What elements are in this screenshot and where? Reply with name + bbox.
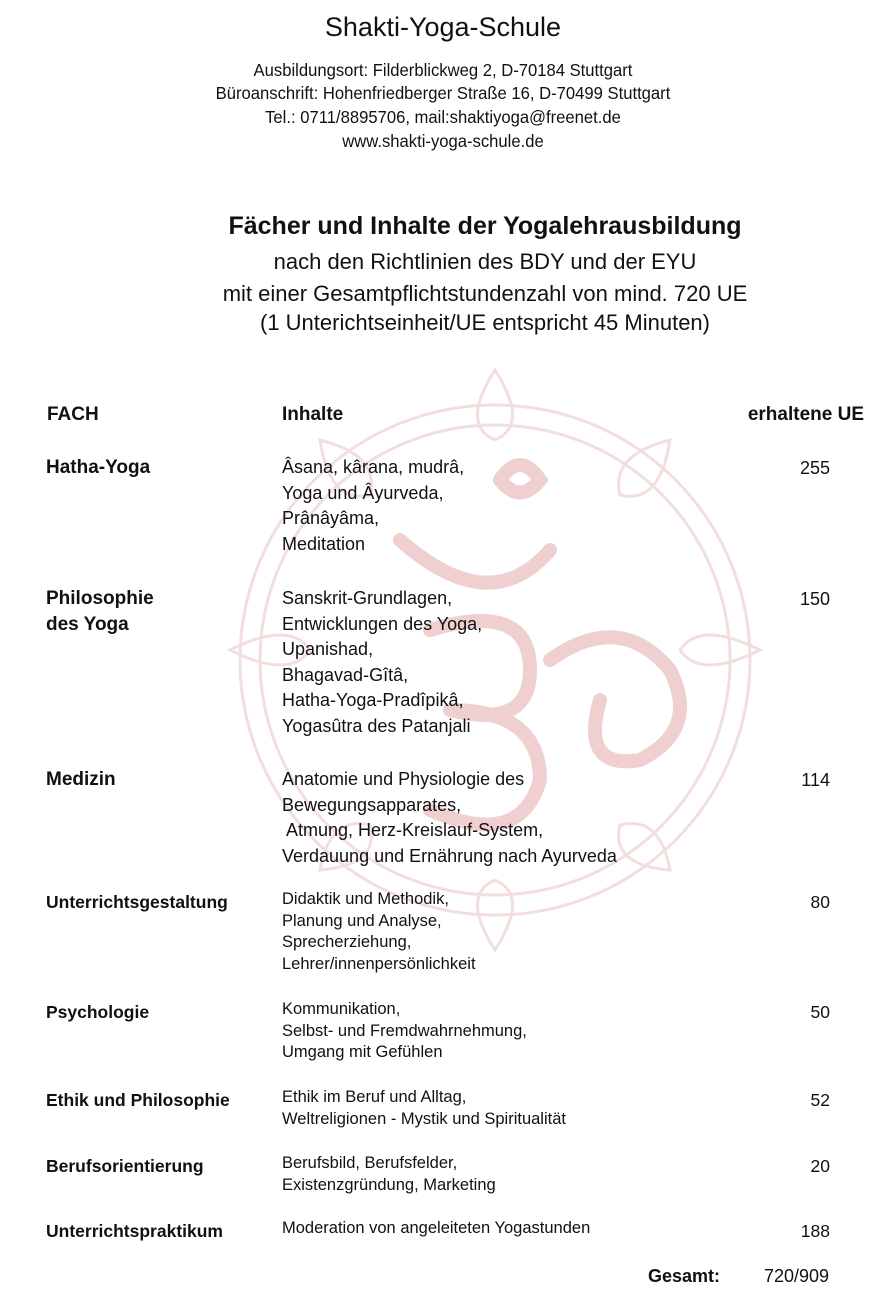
document-title: Fächer und Inhalte der Yogalehrausbildung xyxy=(228,212,742,240)
total-label: Gesamt: xyxy=(648,1266,721,1286)
subject-name: Ethik und Philosophie xyxy=(46,1090,230,1110)
subject-contents xyxy=(282,1218,782,1240)
content-line: Weltreligionen - Mystik und Spiritualität xyxy=(282,1109,566,1128)
subject-name: Berufsorientierung xyxy=(46,1156,204,1176)
content-line: Lehrer/innenpersönlichkeit xyxy=(282,954,476,973)
training-address: Ausbildungsort: Filderblickweg 2, D-70184 Stuttgart xyxy=(253,60,633,80)
subtitle-line: nach den Richtlinien des BDY und der EYU xyxy=(273,249,697,274)
subject-name: Psychologie xyxy=(46,1002,150,1022)
content-line: Planung und Analyse, xyxy=(282,911,442,930)
content-line: Didaktik und Methodik, xyxy=(282,890,449,908)
content-line: Prânâyâma, xyxy=(282,508,380,528)
content-line: Umgang mit Gefühlen xyxy=(282,1043,443,1061)
content-line: Yogasûtra des Patanjali xyxy=(282,715,471,736)
content-line: Existenzgründung, Marketing xyxy=(282,1175,496,1194)
contact-phone-mail: Tel.: 0711/8895706, mail:shaktiyoga@freenet.de xyxy=(265,107,621,127)
subject-ue-count: 50 xyxy=(810,1002,830,1022)
content-line: Bhagavad-Gîtâ, xyxy=(282,664,409,685)
subject-name: Medizin xyxy=(46,769,116,790)
subject-ue-count: 188 xyxy=(800,1221,830,1241)
subject-name: Philosophie des Yoga xyxy=(46,588,154,635)
subject-ue-count: 150 xyxy=(799,589,830,609)
subject-ue-count: 20 xyxy=(810,1156,830,1176)
subject-contents xyxy=(282,586,782,739)
content-line: Moderation von angeleiteten Yogastunden xyxy=(282,1219,591,1237)
school-name: Shakti-Yoga-Schule xyxy=(324,12,562,42)
subject-ue-count: 255 xyxy=(799,458,830,478)
content-line: Hatha-Yoga-Pradîpikâ, xyxy=(282,690,464,710)
website-url: www.shakti-yoga-schule.de xyxy=(342,131,544,151)
subject-contents xyxy=(282,1087,782,1130)
subtitle-line: mit einer Gesamtpflichtstundenzahl von mind. 720 UE xyxy=(222,281,748,306)
content-line: Verdauung und Ernährung nach Ayurveda xyxy=(282,845,617,866)
content-line: Bewegungsapparates, xyxy=(282,794,462,815)
total-value: 720/909 xyxy=(764,1266,830,1286)
content-line: Selbst- und Fremdwahrnehmung, xyxy=(282,1021,527,1040)
subject-ue-count: 114 xyxy=(801,770,830,790)
column-header-fach: FACH xyxy=(47,404,99,425)
content-line: Entwicklungen des Yoga, xyxy=(282,613,483,634)
content-line: Kommunikation, xyxy=(282,1000,401,1018)
content-line: Âsana, kârana, mudrâ, xyxy=(282,457,465,477)
content-line: Ethik im Beruf und Alltag, xyxy=(282,1088,467,1106)
content-line: Anatomie und Physiologie des xyxy=(282,769,525,789)
content-line: Sanskrit-Grundlagen, xyxy=(282,588,453,608)
subject-contents xyxy=(282,767,782,869)
content-line: Meditation xyxy=(282,533,366,554)
content-line: Yoga und Âyurveda, xyxy=(282,482,444,503)
subject-contents xyxy=(282,455,782,557)
subject-contents xyxy=(282,1153,782,1196)
content-line: Atmung, Herz-Kreislauf-System, xyxy=(282,820,544,840)
subject-name: Unterrichtspraktikum xyxy=(46,1221,223,1241)
subject-ue-count: 80 xyxy=(810,892,830,912)
office-address: Büroanschrift: Hohenfriedberger Straße 16, D-70499 Stuttgart xyxy=(215,83,671,103)
subject-name: Unterrichtsgestaltung xyxy=(46,892,228,912)
content-line: Upanishad, xyxy=(282,639,374,659)
subject-contents xyxy=(282,889,782,975)
subject-ue-count: 52 xyxy=(810,1090,830,1110)
content-line: Sprecherziehung, xyxy=(282,933,412,951)
content-line: Berufsbild, Berufsfelder, xyxy=(282,1154,458,1172)
subtitle-line: (1 Unterichtseinheit/UE entspricht 45 Minuten) xyxy=(260,310,710,335)
subject-contents xyxy=(282,999,782,1064)
column-header-ue: erhaltene UE xyxy=(747,404,864,425)
column-header-inhalte: Inhalte xyxy=(282,404,344,425)
subject-name: Hatha-Yoga xyxy=(46,457,151,478)
